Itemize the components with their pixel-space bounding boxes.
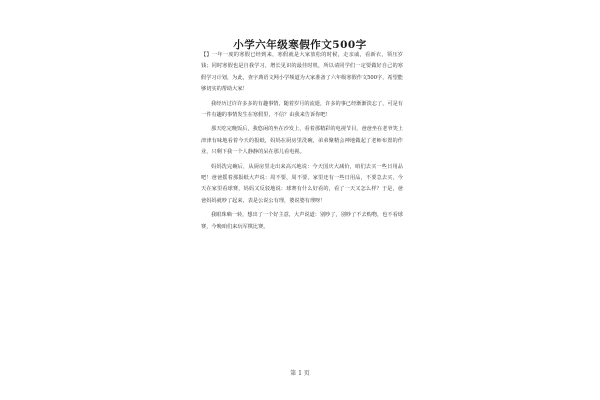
paragraph: 我经历过许许多多的有趣事情，随着岁月的流逝，许多的事已经渐渐淡忘了，可是有一件有趣的事情发生在寒假里，不信？由我来告诉你吧！ [201,100,403,119]
paragraph: 那天吃完晚饭后，我悠闲的坐在沙发上，看着那精彩的电视节目，爸爸坐在老爷笑上津津有味地看着今天的报纸，妈妈在厨房里洗碗，弟弟聚精会神地做起了老师布置的作业，只剩下我一个人静静的呆在那儿看电视。 [201,126,403,156]
document-body [201,50,403,236]
page-number: 第 1 页 [290,370,310,377]
paragraph: 我眼珠嘀一转，想出了一个好主意，大声说道：别吵了，别吵了不去购物，也不看球赛，今晚咱们来玩军棋比赛。 [201,212,403,230]
paragraph: 妈妈洗完碗后，从厨房里走出来高兴地说：今天国庆大减价，咱们去买一些日用品吧！爸爸摇着那报纸大声说：周不要，周不要，家里还有一些日用品，不要急去买，今天在家里看球赛，妈妈又反驳地说：球赛有什么好看的，看了一天又怎么样？于是，爸爸妈妈就吵了起来，表是公说公有理，婆说婆有理呀！ [201,163,403,204]
document-title: 小学六年级寒假作文500字 [233,39,367,51]
paragraph-intro: 【】一年一度的寒假已经到来，寒假就是大家放松的时候，走亲戚，看新衣，领压岁钱；同时寒假也是自我学习，增长见识的最佳时机，所以请同学们一定要做好自己的寒假学习计划，为此，查字典语文网小学频道为大家准备了六年级寒假作文500字，希望能够切实的帮助大家！ [201,52,403,93]
